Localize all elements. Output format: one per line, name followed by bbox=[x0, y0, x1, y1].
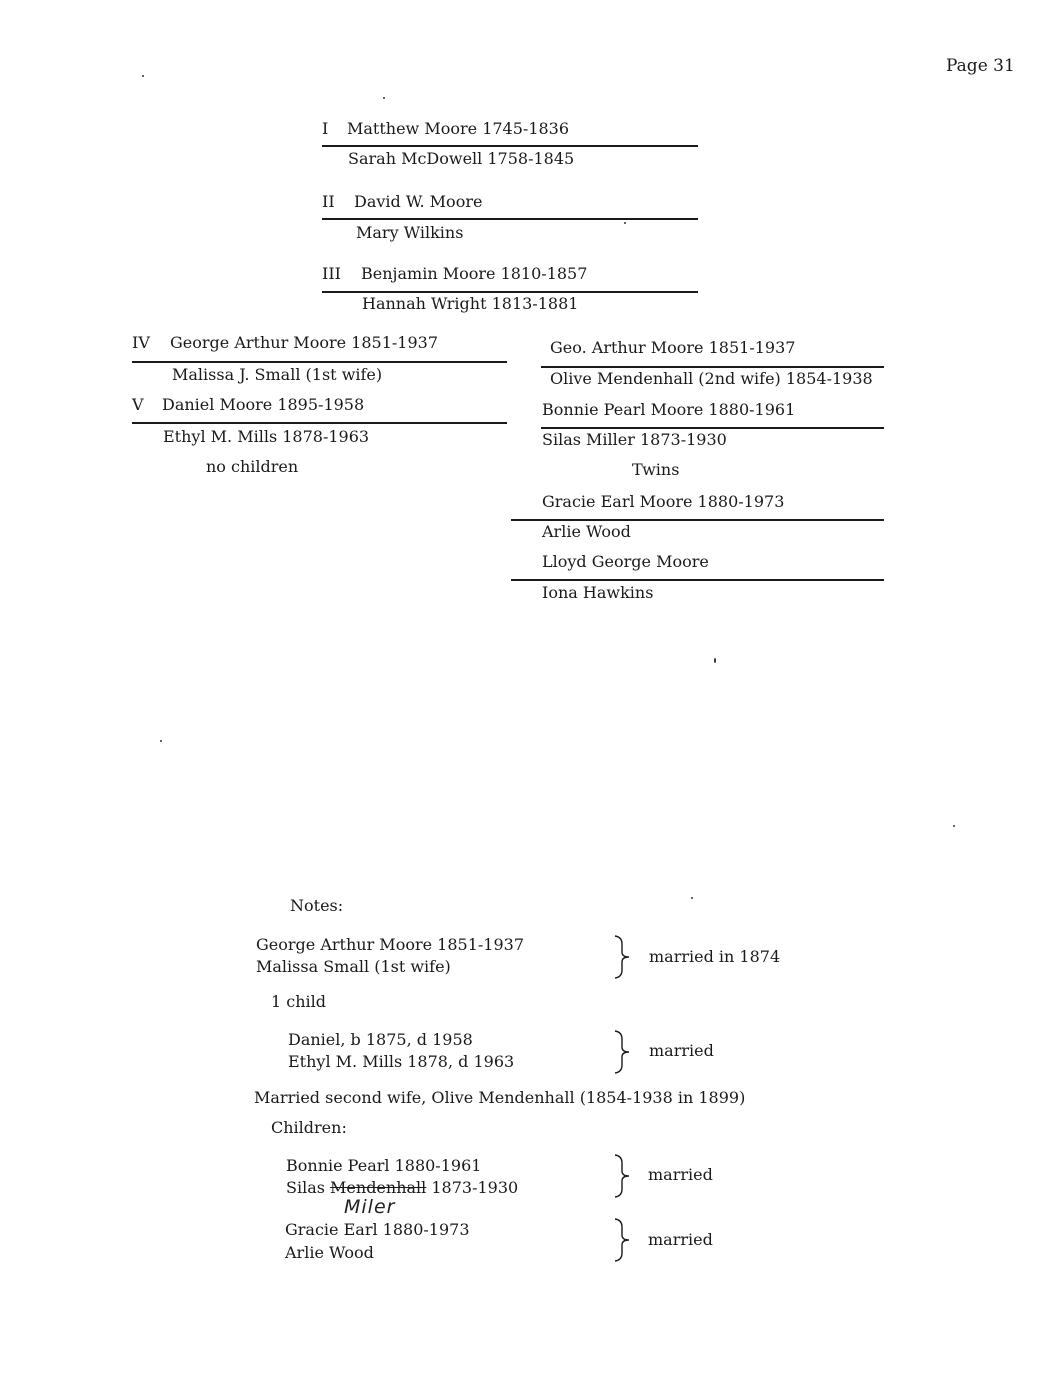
right-wife: Olive Mendenhall (2nd wife) 1854-1938 bbox=[550, 369, 873, 388]
right-rule-4 bbox=[511, 579, 884, 581]
gen5-rule bbox=[132, 422, 507, 424]
daniel-line2: Ethyl M. Mills 1878, d 1963 bbox=[288, 1052, 515, 1071]
gen1-numeral: I bbox=[322, 119, 329, 138]
right-child3: Lloyd George Moore bbox=[542, 552, 709, 571]
scan-speck bbox=[383, 97, 385, 99]
gen4-numeral: IV bbox=[132, 333, 150, 352]
gen1-rule bbox=[322, 145, 698, 147]
page-number: Page 31 bbox=[946, 56, 1015, 76]
right-husband: Geo. Arthur Moore 1851-1937 bbox=[550, 338, 796, 357]
brace-icon bbox=[612, 1217, 632, 1263]
bonnie-line2 bbox=[286, 1180, 518, 1196]
brace-icon bbox=[612, 934, 632, 980]
gen2-wife: Mary Wilkins bbox=[356, 223, 464, 242]
scan-speck bbox=[714, 658, 716, 663]
gen2-husband: David W. Moore bbox=[354, 192, 483, 211]
right-rule-2 bbox=[541, 427, 884, 429]
right-child2: Gracie Earl Moore 1880-1973 bbox=[542, 492, 785, 511]
brace-icon bbox=[612, 1029, 632, 1075]
gen2-rule bbox=[322, 218, 698, 220]
twins-label: Twins bbox=[632, 460, 680, 479]
bonnie-label: married bbox=[648, 1165, 713, 1184]
notes-heading: Notes: bbox=[290, 896, 344, 915]
right-child3-spouse: Iona Hawkins bbox=[542, 583, 654, 602]
gen1-husband: Matthew Moore 1745-1836 bbox=[347, 119, 570, 138]
bonnie-line2-prefix: Silas bbox=[286, 1178, 331, 1197]
child-count: 1 child bbox=[271, 992, 327, 1011]
gen5-numeral: V bbox=[132, 395, 144, 414]
gen4-husband: George Arthur Moore 1851-1937 bbox=[170, 333, 438, 352]
gen3-rule bbox=[322, 291, 698, 293]
gen3-husband: Benjamin Moore 1810-1857 bbox=[361, 264, 588, 283]
second-marriage: Married second wife, Olive Mendenhall (1854-1938 in 1899) bbox=[254, 1088, 746, 1107]
right-rule-1 bbox=[541, 366, 884, 368]
scan-speck bbox=[160, 740, 162, 742]
gen5-wife: Ethyl M. Mills 1878-1963 bbox=[163, 427, 370, 446]
scan-speck bbox=[691, 897, 693, 899]
brace-icon bbox=[612, 1153, 632, 1199]
daniel-label: married bbox=[649, 1041, 714, 1060]
gracie-label: married bbox=[648, 1230, 713, 1249]
gen2-numeral: II bbox=[322, 192, 335, 211]
bonnie-line2-suffix: 1873-1930 bbox=[426, 1178, 519, 1197]
gen4-wife: Malissa J. Small (1st wife) bbox=[172, 365, 383, 384]
gen5-husband: Daniel Moore 1895-1958 bbox=[162, 395, 365, 414]
gen3-numeral: III bbox=[322, 264, 341, 283]
right-child1-spouse: Silas Miller 1873-1930 bbox=[542, 430, 727, 449]
right-child1: Bonnie Pearl Moore 1880-1961 bbox=[542, 400, 796, 419]
scan-speck bbox=[953, 825, 955, 827]
children-heading: Children: bbox=[271, 1118, 347, 1137]
gracie-line2: Arlie Wood bbox=[285, 1243, 374, 1262]
first-marriage-label: married in 1874 bbox=[649, 947, 781, 966]
right-rule-3 bbox=[511, 519, 884, 521]
right-child2-spouse: Arlie Wood bbox=[542, 522, 631, 541]
scan-speck bbox=[142, 75, 144, 77]
gracie-line1: Gracie Earl 1880-1973 bbox=[285, 1220, 470, 1239]
gen4-rule bbox=[132, 361, 507, 363]
first-marriage-line2: Malissa Small (1st wife) bbox=[256, 957, 451, 976]
struck-surname: Mendenhall bbox=[330, 1178, 427, 1197]
scan-speck bbox=[624, 222, 626, 224]
gen3-wife: Hannah Wright 1813-1881 bbox=[362, 294, 579, 313]
handwritten-correction: Miler bbox=[344, 1196, 396, 1218]
daniel-line1: Daniel, b 1875, d 1958 bbox=[288, 1030, 473, 1049]
gen5-note: no children bbox=[206, 457, 299, 476]
first-marriage-line1: George Arthur Moore 1851-1937 bbox=[256, 935, 524, 954]
bonnie-line1: Bonnie Pearl 1880-1961 bbox=[286, 1156, 482, 1175]
gen1-wife: Sarah McDowell 1758-1845 bbox=[348, 149, 575, 168]
